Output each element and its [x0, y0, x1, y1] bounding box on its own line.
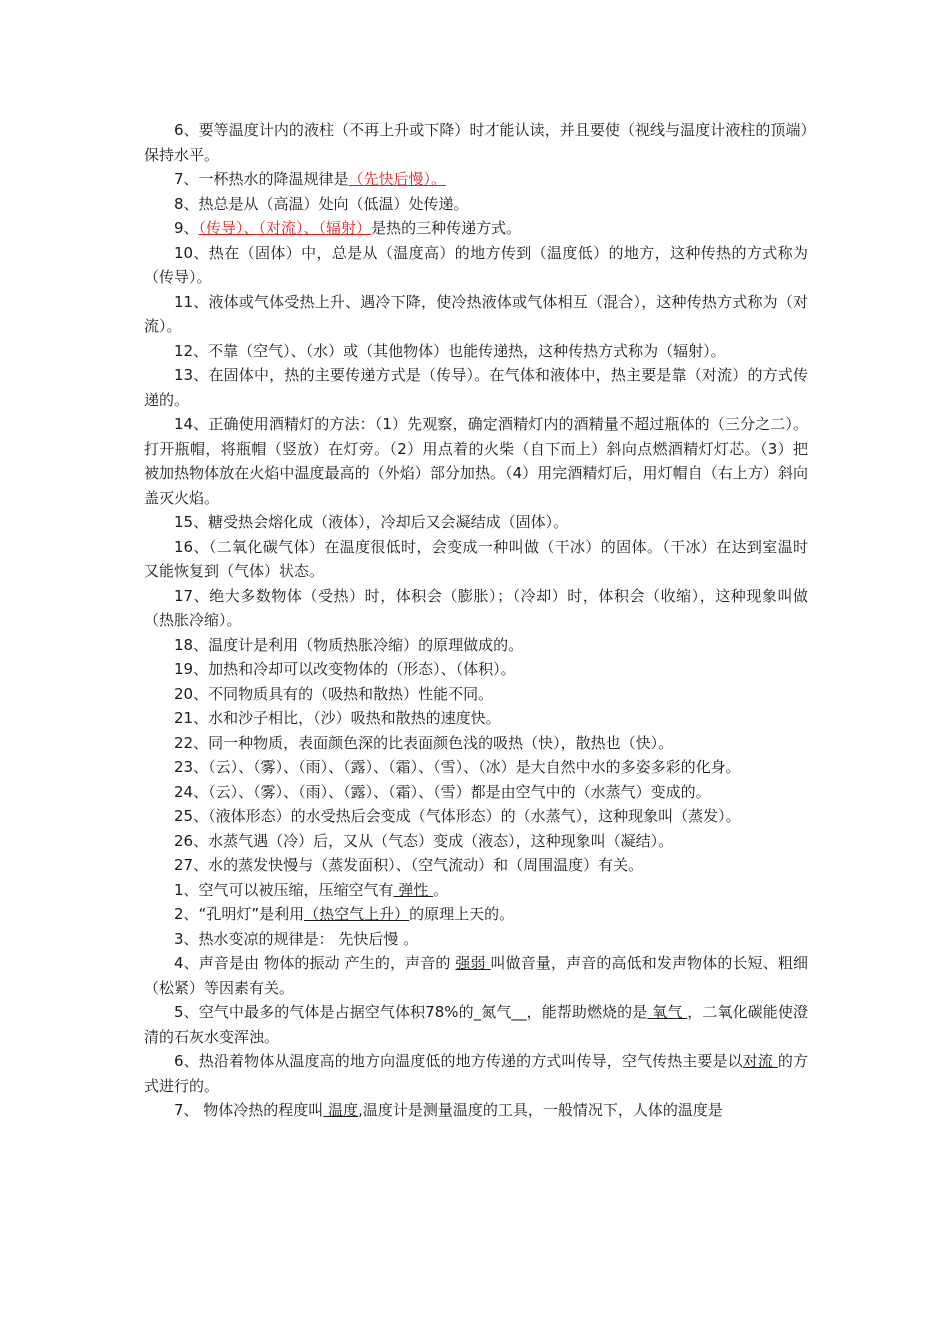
question-text: 6、要等温度计内的液柱（不再上升或下降）时才能认读，并且要使（视线与温度计液柱的顶端）保持水平。 [144, 121, 808, 164]
question-text: ,温度计是测量温度的工具，一般情况下，人体的温度是 [358, 1101, 723, 1119]
question-text: 22、同一种物质，表面颜色深的比表面颜色浅的吸热（快），散热也（快）。 [174, 733, 674, 752]
question-item [144, 682, 808, 707]
question-item [144, 902, 808, 927]
question-item [144, 1098, 808, 1123]
answer-text: 氧气 [647, 1003, 688, 1021]
question-item [144, 633, 808, 658]
answer-text: 弹性 [393, 880, 434, 899]
question-text: ，二氧化碳能使澄清的石灰水变浑浊。 [144, 1003, 808, 1046]
question-text: 23、（云）、（雾）、（雨）、（露）、（霜）、（雪）、（冰）是大自然中水的多姿多彩的化身。 [174, 758, 741, 776]
question-text: 7、一杯热水的降温规律是 [174, 170, 349, 188]
question-text: 4、声音是由 物体的振动 产生的，声音的 [174, 954, 456, 972]
question-item [144, 118, 808, 167]
question-item [144, 363, 808, 412]
question-text: 10、热在（固体）中，总是从（温度高）的地方传到（温度低）的地方，这种传热的方式称为（传导）。 [144, 243, 808, 286]
question-text: 2、“孔明灯”是利用 [174, 905, 305, 923]
question-item [144, 706, 808, 731]
question-text: 3、热水变凉的规律是： 先快后慢 。 [174, 929, 419, 948]
question-text: 19、加热和冷却可以改变物体的（形态）、（体积）。 [174, 660, 516, 678]
answer-text: （传导）、（对流）、（辐射） [198, 219, 372, 237]
question-item [144, 339, 808, 364]
question-text: 1、空气可以被压缩，压缩空气有 [174, 880, 394, 899]
question-item [144, 829, 808, 854]
question-item [144, 510, 808, 535]
question-item [144, 804, 808, 829]
question-text: 的方式进行的。 [144, 1052, 808, 1095]
answer-text: 温度 [323, 1101, 359, 1119]
question-item [144, 1000, 808, 1049]
question-text: 11、液体或气体受热上升、遇冷下降，使冷热液体或气体相互（混合），这种传热方式称为（对流）。 [144, 292, 808, 335]
question-item [144, 290, 808, 339]
question-text: 21、水和沙子相比，（沙）吸热和散热的速度快。 [174, 709, 501, 727]
question-text: 13、在固体中，热的主要传递方式是（传导）。在气体和液体中，热主要是靠（对流）的方式传递的。 [144, 366, 808, 409]
question-text: 14、正确使用酒精灯的方法：（1）先观察，确定酒精灯内的酒精量不超过瓶体的（三分之二）。打开瓶帽，将瓶帽（竖放）在灯旁。（2）用点着的火柴（自下而上）斜向点燃酒精灯灯芯。（3）把被加热物体放在火焰中温度最高的（外焰）部分加热。（4）用完酒精灯后，用灯帽自（右上方）斜向盖灭火焰。 [144, 415, 808, 507]
question-item [144, 878, 808, 903]
question-item [144, 853, 808, 878]
question-item [144, 216, 808, 241]
document-page [144, 118, 808, 1123]
question-item [144, 167, 808, 192]
question-text: 8、热总是从（高温）处向（低温）处传递。 [174, 194, 469, 213]
question-text: 18、温度计是利用（物质热胀冷缩）的原理做成的。 [174, 635, 524, 654]
question-text: 6、热沿着物体从温度高的地方向温度低的地方传递的方式叫传导，空气传热主要是以 [174, 1052, 743, 1070]
question-text: 15、糖受热会熔化成（液体），冷却后又会凝结成（固体）。 [174, 513, 569, 531]
question-text: 的原理上天的。 [409, 905, 515, 923]
answer-text: 强弱 [455, 954, 491, 972]
question-item [144, 535, 808, 584]
question-item [144, 731, 808, 756]
question-text: 。 [433, 880, 449, 899]
question-item [144, 755, 808, 780]
question-item [144, 951, 808, 1000]
question-item [144, 241, 808, 290]
question-text: 20、不同物质具有的（吸热和散热）性能不同。 [174, 684, 494, 703]
answer-text: 对流 [742, 1052, 778, 1070]
answer-text: （先快后慢）。 [348, 170, 447, 188]
question-item [144, 657, 808, 682]
question-item [144, 780, 808, 805]
question-item [144, 1049, 808, 1098]
question-text: 7、 物体冷热的程度叫 [174, 1101, 324, 1119]
question-item [144, 192, 808, 217]
question-item [144, 927, 808, 952]
question-text: 26、水蒸气遇（冷）后，又从（气态）变成（液态），这种现象叫（凝结）。 [174, 831, 674, 850]
question-text: 12、不靠（空气）、（水）或（其他物体）也能传递热，这种传热方式称为（辐射）。 [174, 341, 726, 360]
question-text: 是热的三种传递方式。 [371, 219, 522, 237]
question-text: 5、空气中最多的气体是占据空气体积78%的_氮气__，能帮助燃烧的是 [174, 1003, 648, 1021]
question-text: 9、 [174, 219, 199, 237]
question-text: 25、（液体形态）的水受热后会变成（气体形态）的（水蒸气），这种现象叫（蒸发）。 [174, 807, 741, 825]
question-text: 叫做音量，声音的高低和发声物体的长短、粗细（松紧）等因素有关。 [144, 954, 808, 997]
question-item [144, 412, 808, 510]
question-text: 16、（二氧化碳气体）在温度很低时，会变成一种叫做（干冰）的固体。（干冰）在达到室温时又能恢复到（气体）状态。 [144, 537, 808, 580]
question-text: 17、绝大多数物体（受热）时，体积会（膨胀）；（冷却）时，体积会（收缩），这种现象叫做（热胀冷缩）。 [144, 586, 808, 629]
question-text: 24、（云）、（雾）、（雨）、（露）、（霜）、（雪）都是由空气中的（水蒸气）变成的。 [174, 782, 711, 801]
question-item [144, 584, 808, 633]
answer-text: （热空气上升） [304, 905, 410, 923]
question-text: 27、水的蒸发快慢与（蒸发面积）、（空气流动）和（周围温度）有关。 [174, 856, 644, 874]
